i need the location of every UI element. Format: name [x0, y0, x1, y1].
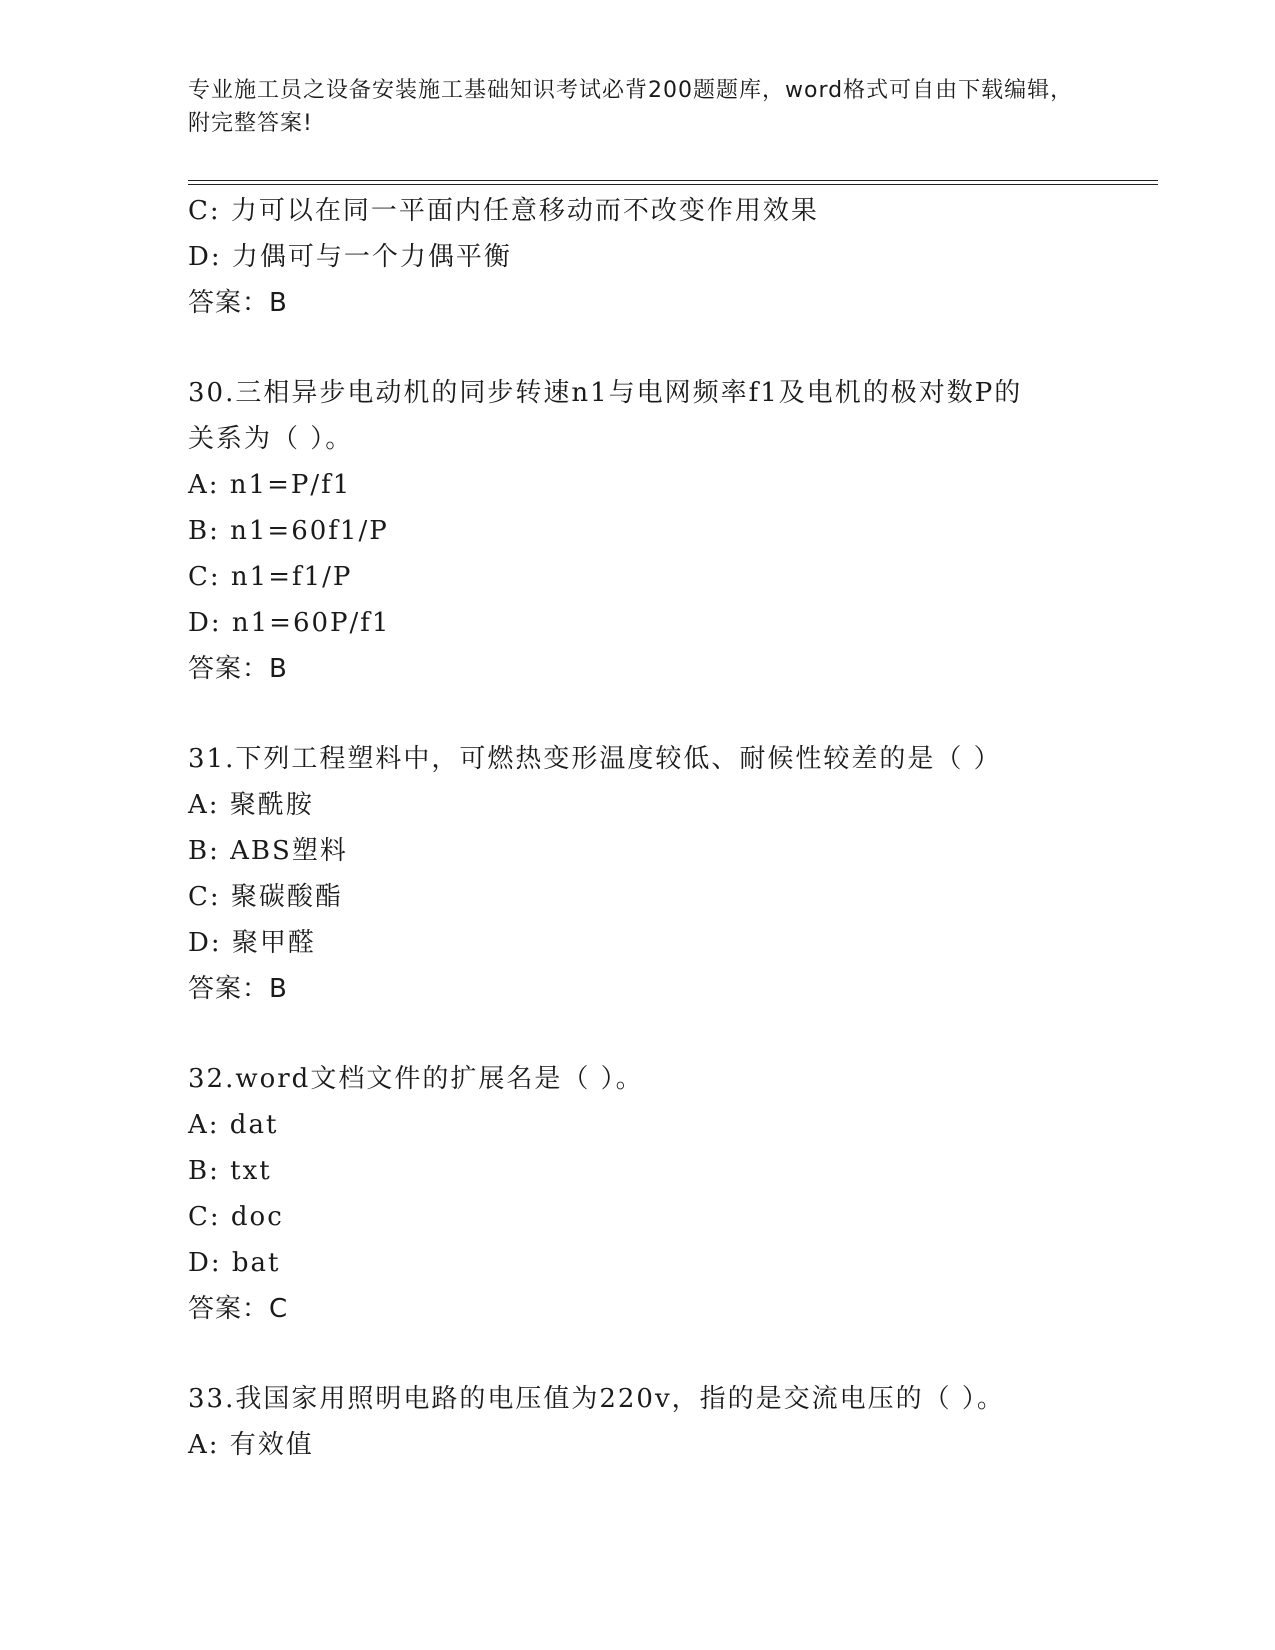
option-c: C: 力可以在同一平面内任意移动而不改变作用效果 — [188, 196, 819, 226]
spacer — [188, 692, 1158, 736]
question-30 — [188, 370, 1158, 692]
question-text: 关系为（ ）。 — [188, 424, 354, 454]
header-divider-bottom — [188, 184, 1158, 185]
option-a: A: n1=P/f1 — [188, 470, 352, 500]
answer-label: 答案：B — [188, 288, 288, 318]
answer-label: 答案：B — [188, 974, 288, 1004]
option-c: C: n1=f1/P — [188, 562, 353, 592]
option-a: A: 有效值 — [188, 1430, 314, 1460]
spacer — [188, 326, 1158, 370]
option-d: D: 聚甲醛 — [188, 928, 316, 958]
question-text: 33.我国家用照明电路的电压值为220v，指的是交流电压的（ ）。 — [188, 1384, 1005, 1414]
header-title: 专业施工员之设备安装施工基础知识考试必背200题题库，word格式可自由下载编辑，附完整答案! — [188, 78, 1074, 136]
option-c: C: doc — [188, 1202, 284, 1232]
question-text: 31.下列工程塑料中，可燃热变形温度较低、耐候性较差的是（ ） — [188, 744, 1002, 774]
question-text: 32.word文档文件的扩展名是（ ）。 — [188, 1064, 644, 1094]
question-text: 30.三相异步电动机的同步转速n1与电网频率f1及电机的极对数P的 — [188, 378, 1023, 408]
option-a: A: 聚酰胺 — [188, 790, 314, 820]
question-29-continued — [188, 188, 1158, 326]
question-31 — [188, 736, 1158, 1012]
option-b: B: n1=60f1/P — [188, 516, 389, 546]
option-d: D: n1=60P/f1 — [188, 608, 391, 638]
document-header — [188, 74, 1088, 140]
answer-label: 答案：B — [188, 654, 288, 684]
option-d: D: bat — [188, 1248, 281, 1278]
spacer — [188, 1332, 1158, 1376]
option-a: A: dat — [188, 1110, 279, 1140]
option-c: C: 聚碳酸酯 — [188, 882, 343, 912]
option-b: B: txt — [188, 1156, 272, 1186]
answer-label: 答案：C — [188, 1294, 289, 1324]
header-divider-top — [188, 180, 1158, 181]
option-b: B: ABS塑料 — [188, 836, 348, 866]
spacer — [188, 1012, 1158, 1056]
question-33 — [188, 1376, 1158, 1468]
question-32 — [188, 1056, 1158, 1332]
option-d: D: 力偶可与一个力偶平衡 — [188, 242, 512, 272]
document-body — [188, 188, 1158, 1468]
